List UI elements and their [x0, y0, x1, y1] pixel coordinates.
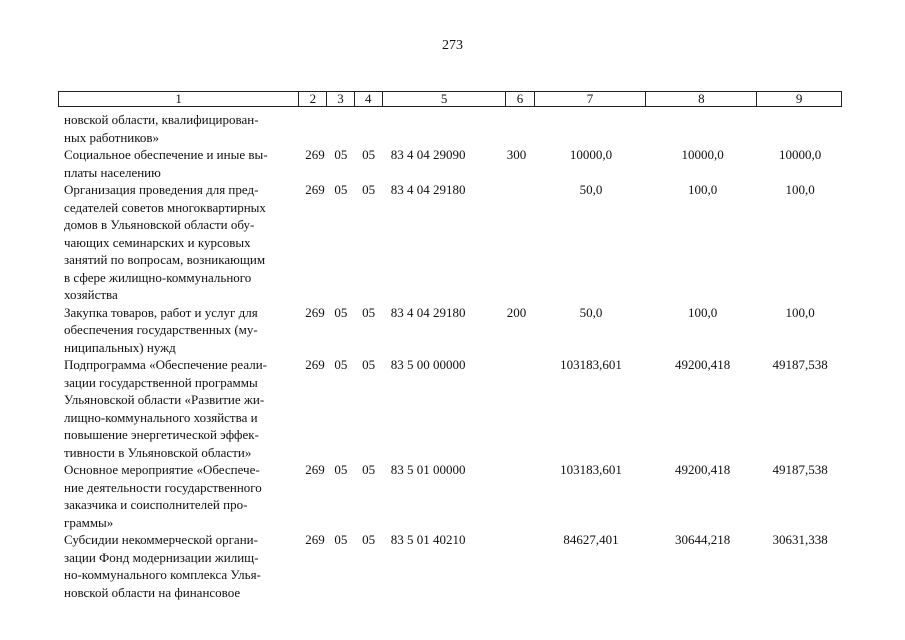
- row-amount-1: 10000,0: [569, 147, 613, 162]
- row-expense-type: 200: [506, 304, 527, 320]
- row-expense-type: [507, 181, 535, 304]
- header-col-9: 9: [795, 91, 803, 106]
- table-row: [58, 111, 842, 146]
- row-section: 05: [334, 147, 348, 162]
- row-amount-2: 100,0: [688, 304, 718, 320]
- row-amount-1: [535, 111, 647, 146]
- row-name: Социальное обеспечение и иные вы- платы населению: [64, 147, 268, 180]
- table-row: [58, 356, 842, 461]
- row-code-admin: 269: [305, 182, 325, 197]
- row-target-article: 83 4 04 29180: [390, 304, 466, 320]
- row-expense-type: 300: [506, 147, 527, 162]
- table-row: [58, 146, 842, 181]
- row-section: [327, 111, 354, 146]
- row-amount-3: 49187,538: [772, 357, 828, 372]
- row-subsection: 05: [362, 462, 376, 477]
- row-amount-1: 103183,601: [560, 357, 622, 372]
- table-row: [58, 304, 842, 357]
- row-code-admin: 269: [305, 462, 325, 477]
- row-section: 05: [334, 304, 348, 320]
- row-amount-1: 84627,401: [563, 532, 619, 547]
- row-code-admin: 269: [305, 304, 325, 320]
- table-row: [58, 531, 842, 601]
- row-expense-type: [507, 531, 535, 601]
- row-code-admin: [299, 111, 327, 146]
- row-target-article: 83 4 04 29180: [390, 182, 466, 197]
- header-col-8: 8: [646, 92, 757, 106]
- row-amount-2: 10000,0: [681, 147, 724, 162]
- row-amount-3: 100,0: [785, 304, 815, 320]
- header-col-4: 4: [355, 92, 383, 106]
- row-amount-3: [758, 111, 842, 146]
- row-subsection: 05: [362, 304, 376, 320]
- row-expense-type: [507, 356, 535, 461]
- row-amount-3: 30631,338: [772, 532, 828, 547]
- header-col-7: 7: [535, 92, 647, 106]
- row-name: новской области, квалифицирован- ных работников»: [64, 112, 259, 145]
- row-amount-1: 50,0: [579, 304, 603, 320]
- row-expense-type: [507, 461, 535, 531]
- table-row: [58, 181, 842, 304]
- row-code-admin: 269: [305, 147, 325, 162]
- row-amount-2: 49200,418: [675, 357, 731, 372]
- row-target-article: 83 5 01 00000: [390, 462, 466, 477]
- row-amount-2: 49200,418: [675, 462, 731, 477]
- row-target-article: 83 5 00 00000: [390, 357, 466, 372]
- row-amount-3: 100,0: [785, 182, 815, 197]
- row-name: Подпрограмма «Обеспечение реали- зации государственной программы Ульяновской области «Развитие жи- лищно-коммунального хозяйства и повышение энергетической эффек- тивности в Ульяновской области»: [64, 357, 267, 460]
- row-section: 05: [334, 462, 348, 477]
- row-code-admin: 269: [305, 532, 325, 547]
- row-subsection: 05: [362, 147, 376, 162]
- row-code-admin: 269: [305, 357, 325, 372]
- row-subsection: [355, 111, 383, 146]
- table-body: [58, 111, 842, 601]
- row-amount-2: 100,0: [688, 182, 718, 197]
- row-expense-type: [507, 111, 535, 146]
- row-subsection: 05: [362, 357, 376, 372]
- row-target-article: 83 4 04 29090: [390, 147, 466, 162]
- row-subsection: 05: [362, 182, 376, 197]
- page-number: 273: [442, 38, 463, 53]
- row-name: Субсидии некоммерческой органи- зации Фонд модернизации жилищ- но-коммунального комплекса Улья- новской области на финансовое: [64, 532, 261, 600]
- row-target-article: 83 5 01 40210: [390, 532, 466, 547]
- header-col-3: 3: [327, 92, 354, 106]
- header-col-6: 6: [506, 92, 534, 106]
- row-name: Организация проведения для пред- седателей советов многоквартирных домов в Ульяновской области обу- чающих семинарских и курсовых занятий по вопросам, возникающим в сфере жилищно-коммунального хозяйства: [64, 182, 266, 302]
- table-header: [58, 91, 842, 107]
- row-amount-2: [647, 111, 758, 146]
- header-col-1: 1: [59, 92, 299, 106]
- header-col-5: 5: [383, 92, 507, 106]
- row-name: Основное мероприятие «Обеспече- ние деятельности государственного заказчика и соисполнителей про- граммы»: [64, 462, 262, 530]
- row-amount-3: 49187,538: [772, 462, 828, 477]
- table-row: [58, 461, 842, 531]
- row-subsection: 05: [362, 532, 376, 547]
- row-section: 05: [334, 357, 348, 372]
- row-section: 05: [334, 182, 348, 197]
- row-amount-1: 50,0: [579, 182, 603, 197]
- row-amount-1: 103183,601: [560, 462, 622, 477]
- header-col-2: 2: [299, 92, 327, 106]
- row-target-article: [383, 111, 507, 146]
- row-section: 05: [334, 532, 348, 547]
- row-amount-2: 30644,218: [675, 532, 731, 547]
- row-name: Закупка товаров, работ и услуг для обеспечения государственных (му- ниципальных) нужд: [64, 304, 258, 355]
- row-amount-3: 10000,0: [778, 147, 822, 162]
